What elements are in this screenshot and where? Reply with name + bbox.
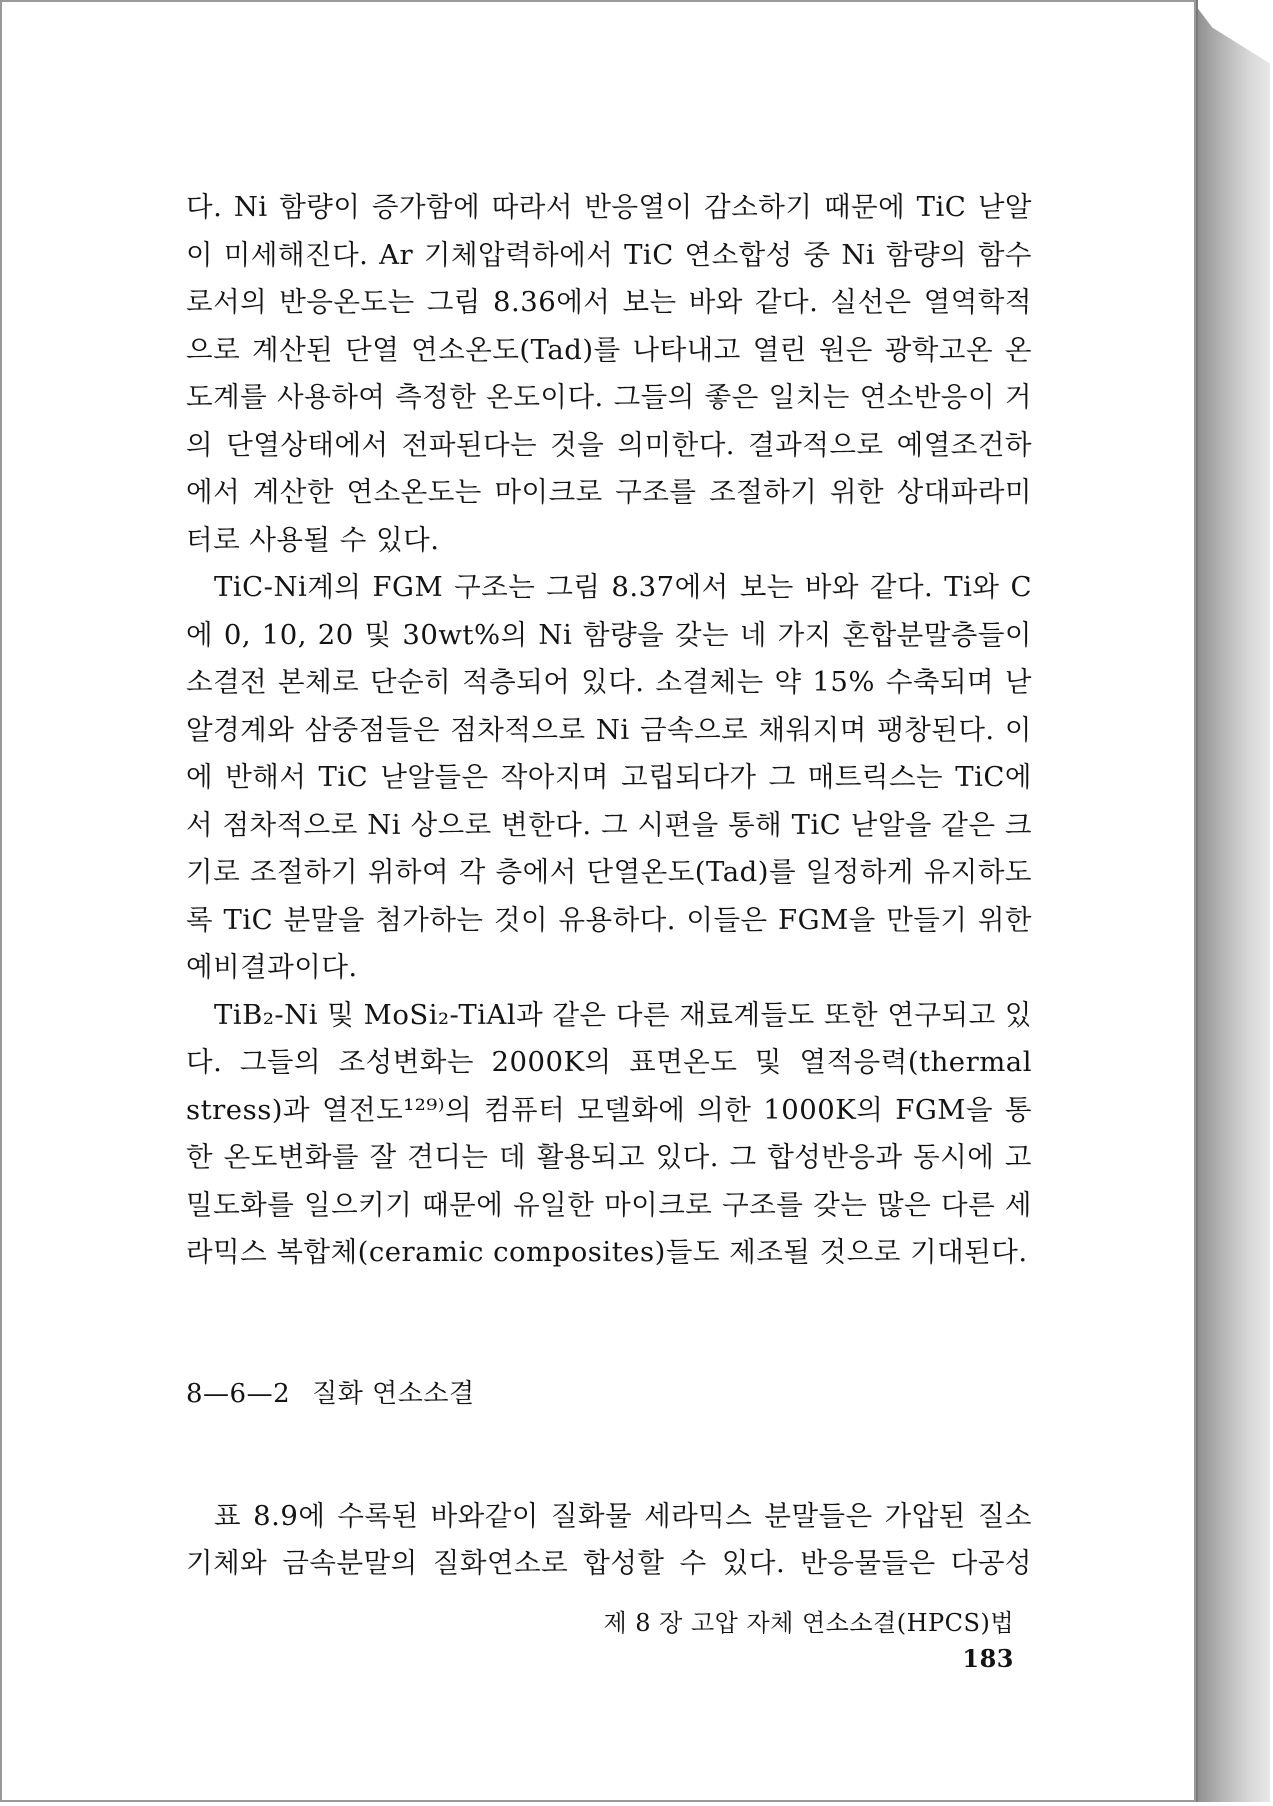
- paragraph-2: TiC-Ni계의 FGM 구조는 그림 8.37에서 보는 바와 같다. Ti와 C에 0, 10, 20 및 30wt%의 Ni 함량을 갖는 네 가지 혼합분말층들이 소결전 본체로 단순히 적층되어 있다. 소결체는 약 15% 수축되며 낟알경계와 삼중점들은 점차적으로 Ni 금속으로 채워지며 팽창된다. 이에 반해서 TiC 낟알들은 작아지며 고립되다가 그 매트릭스는 TiC에서 점차적으로 Ni 상으로 변한다. 그 시편을 통해 TiC 낟알을 같은 크기로 조절하기 위하여 각 층에서 단열온도(Tad)를 일정하게 유지하도록 TiC 분말을 첨가하는 것이 유용하다. 이들은 FGM을 만들기 위한 예비결과이다.: [186, 571, 1032, 983]
- paragraph-3: TiB₂-Ni 및 MoSi₂-TiAl과 같은 다른 재료계들도 또한 연구되고 있다. 그들의 조성변화는 2000K의 표면온도 및 열적응력(thermal stress)과 열전도¹²⁹⁾의 컴퓨터 모델화에 의한 1000K의 FGM을 통한 온도변화를 잘 견디는 데 활용되고 있다. 그 합성반응과 동시에 고밀도화를 일으키기 때문에 유일한 마이크로 구조를 갖는 많은 다른 세라믹스 복합체(ceramic composites)들도 제조될 것으로 기대된다.: [186, 998, 1032, 1268]
- page-stack-edge: [1196, 6, 1270, 1802]
- paragraph-1: 다. Ni 함량이 증가함에 따라서 반응열이 감소하기 때문에 TiC 낟알이 미세해진다. Ar 기체압력하에서 TiC 연소합성 중 Ni 함량의 함수로서의 반응온도는 그림 8.36에서 보는 바와 같다. 실선은 열역학적으로 계산된 단열 연소온도(Tad)를 나타내고 열린 원은 광학고온 온도계를 사용하여 측정한 온도이다. 그들의 좋은 일치는 연소반응이 거의 단열상태에서 전파된다는 것을 의미한다. 결과적으로 예열조건하에서 계산한 연소온도는 마이크로 구조를 조절하기 위한 상대파라미터로 사용될 수 있다.: [186, 191, 1032, 556]
- section-heading: [186, 1374, 1032, 1414]
- paragraph-4: 표 8.9에 수록된 바와같이 질화물 세라믹스 분말들은 가압된 질소기체와 금속분말의 질화연소로 합성할 수 있다. 반응물들은 다공성: [186, 1499, 1032, 1579]
- running-footer: [550, 1605, 1014, 1677]
- page-edge-line: [1196, 0, 1198, 1802]
- section-title: 질화 연소소결: [312, 1378, 475, 1409]
- page-body: [186, 184, 1032, 1588]
- page-number: 183: [962, 1644, 1014, 1673]
- chapter-title: 제 8 장 고압 자체 연소소결(HPCS)법: [603, 1609, 1014, 1637]
- section-number: 8—6—2: [186, 1378, 291, 1409]
